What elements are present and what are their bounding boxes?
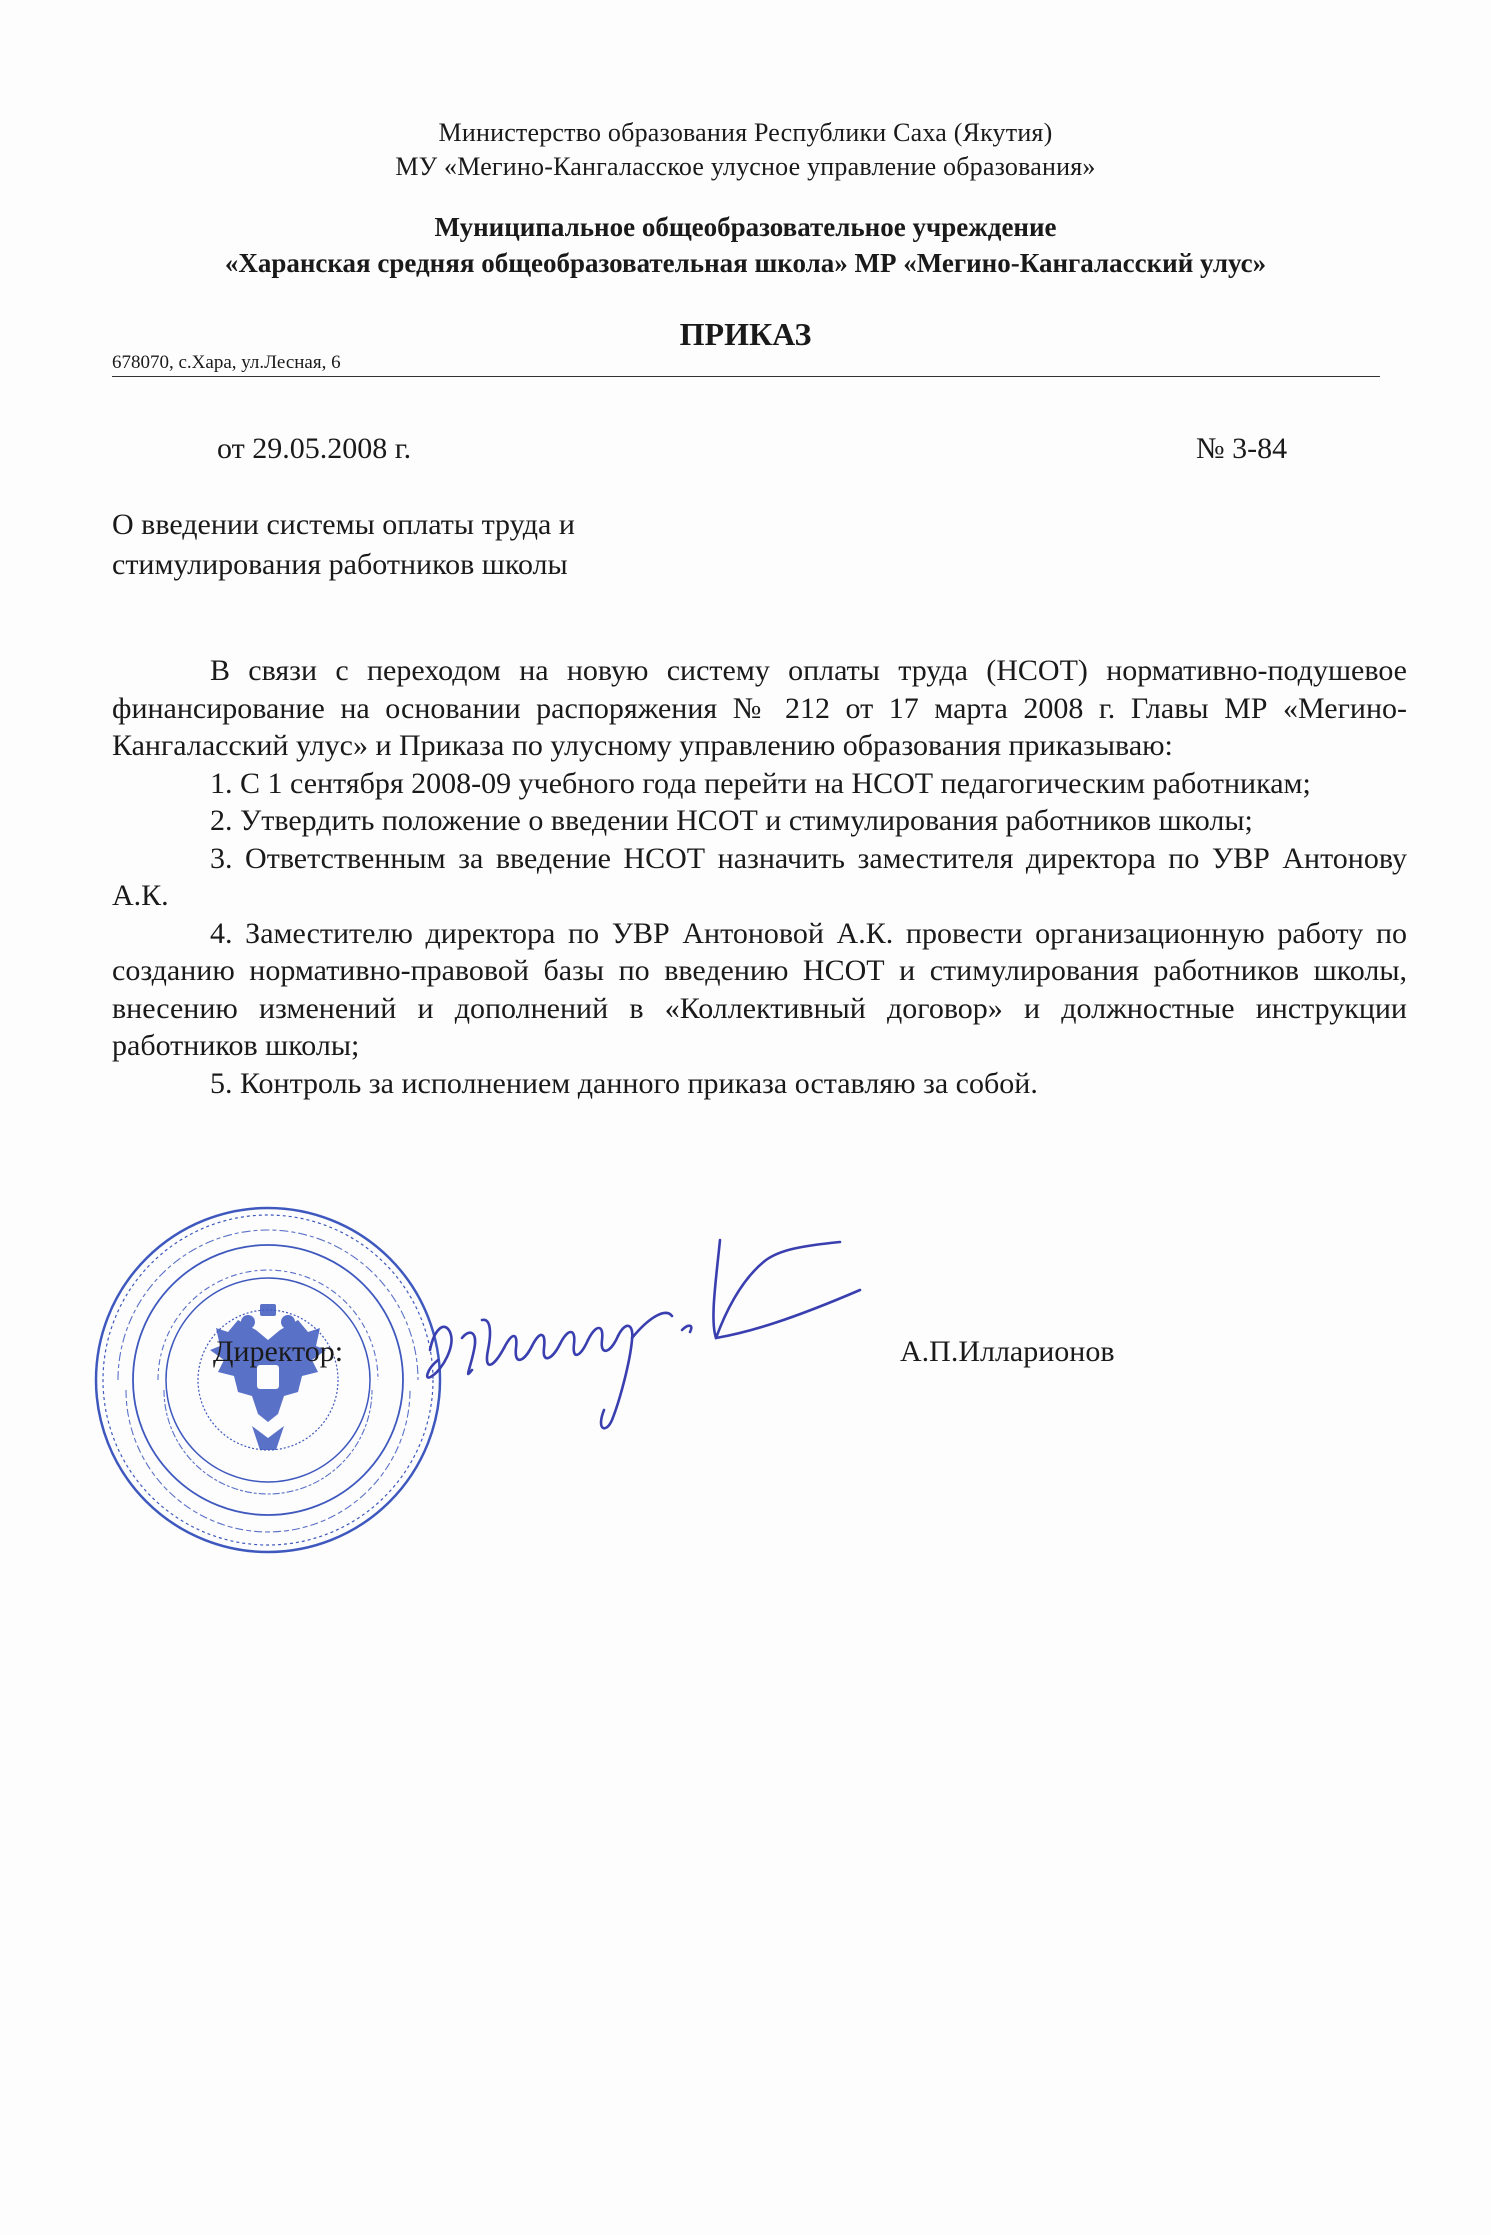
order-item-1: 1. С 1 сентября 2008-09 учебного года перейти на НСОТ педагогическим работникам;: [210, 766, 1311, 800]
ministry-line: Министерство образования Республики Саха (Якутия): [438, 118, 1053, 147]
order-preamble: В связи с переходом на новую систему оплаты труда (НСОТ) нормативно-подушевое финансирование на основании распоряжения № 212 от 17 марта 2008 г. Главы МР «Мегино-Кангаласский улус» и Приказа по улусному управлению образования приказываю:: [112, 654, 1407, 762]
order-subject-line-1: О введении системы оплаты труда и: [112, 508, 575, 541]
address-line: 678070, с.Хара, ул.Лесная, 6: [112, 352, 341, 373]
document-title: ПРИКАЗ: [679, 316, 812, 352]
order-item-2: 2. Утвердить положение о введении НСОТ и стимулирования работников школы;: [210, 804, 1253, 837]
order-subject: [112, 505, 575, 585]
signatory-name: А.П.Илларионов: [900, 1335, 1115, 1368]
order-number: № 3-84: [1196, 432, 1288, 465]
order-body: [112, 652, 1407, 1102]
institution-line-2: «Харанская средняя общеобразовательная школа» МР «Мегино-Кангаласский улус»: [224, 248, 1267, 278]
header-divider: [112, 376, 1380, 377]
order-item-5: 5. Контроль за исполнением данного приказа оставляю за собой.: [210, 1066, 1038, 1100]
order-date: от 29.05.2008 г.: [217, 432, 412, 465]
institution-line-1: Муниципальное общеобразовательное учреждение: [434, 212, 1057, 242]
official-stamp-icon: [88, 1200, 448, 1560]
department-line: МУ «Мегино-Кангаласское улусное управление образования»: [395, 152, 1096, 181]
order-subject-line-2: стимулирования работников школы: [112, 548, 568, 581]
signature-title: Директор:: [213, 1335, 344, 1368]
order-item-3: 3. Ответственным за введение НСОТ назначить заместителя директора по УВР Антонову А.К.: [112, 841, 1407, 912]
director-signature-icon: [420, 1220, 890, 1470]
order-item-4: 4. Заместителю директора по УВР Антоновой А.К. провести организационную работу по созданию нормативно-правовой базы по введению НСОТ и стимулирования работников школы, внесению изменений и дополнений в «Коллективный договор» и должностные инструкции работников школы;: [112, 916, 1407, 1062]
